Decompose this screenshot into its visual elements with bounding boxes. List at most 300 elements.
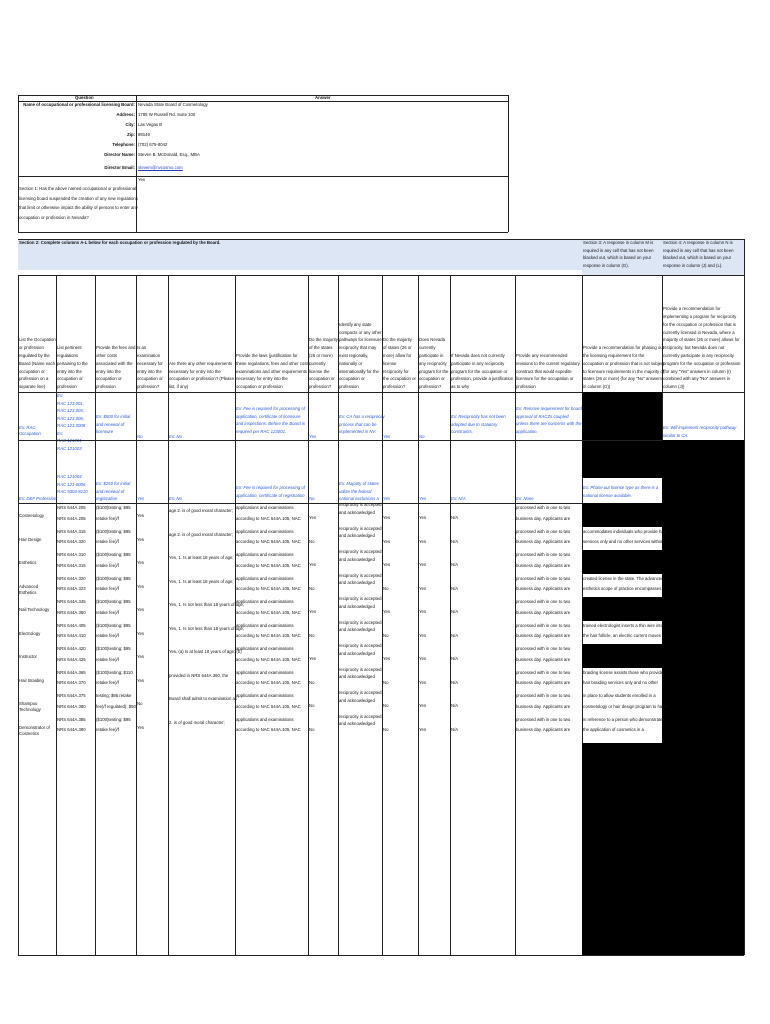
- majority-states: Yes: [309, 656, 317, 661]
- section3-note: blacked out, which is based on your: [583, 255, 652, 261]
- phase-out-text: esthetics scope of practice encompasses: [583, 586, 662, 591]
- majority-states: No: [309, 726, 315, 732]
- example-phase-out: Ex: Phase out license type as there is a: [583, 485, 659, 490]
- example-justification: constraints.: [451, 429, 473, 434]
- example-laws: Ex: Fee is required for processing of: [236, 485, 306, 490]
- compacts-text: reciprocity is accepted: [339, 690, 382, 695]
- regulation-ref: NRS 644A.310: [57, 552, 86, 557]
- blacked-out-cell: [582, 743, 662, 955]
- phase-out-text: the hair follicle, an electric current moves: [583, 633, 661, 638]
- column-header-c: Provide the fees and: [96, 345, 136, 351]
- nevada-participates: Yes: [419, 632, 427, 638]
- compacts-text: and acknowledged: [339, 674, 375, 679]
- regulation-ref: NRS 644A.315: [57, 528, 86, 534]
- reciprocity-majority: Yes: [383, 656, 391, 661]
- example-fees: and renewal of: [96, 421, 125, 427]
- exam-required: Yes: [137, 677, 145, 683]
- fee-text: ($100)testing; $95: [96, 575, 131, 581]
- regulation-ref: NRS 644A.205: [57, 515, 86, 521]
- example-fees: registration: [96, 496, 118, 501]
- reciprocity-majority: No: [383, 632, 389, 638]
- example-laws: application, certificate of registration: [236, 492, 305, 498]
- grid-line: [18, 176, 508, 177]
- column-header-g: currently: [309, 360, 326, 366]
- phase-out-text: trained electrologist inserts a thin wire into: [583, 622, 664, 628]
- question-label: Director Name:: [104, 152, 135, 157]
- laws-text: applications and examinations: [236, 552, 294, 557]
- laws-text: applications and examinations: [236, 599, 294, 604]
- column-header-k: profession, provide a justification: [451, 376, 514, 382]
- column-header-b: regulations: [57, 353, 79, 358]
- example-recommendation: unless there are concerns with the: [516, 421, 582, 426]
- example-compacts: Ex: Majority of states: [339, 481, 379, 486]
- section1-question: that limit or otherwise impact the ability of persons to enter any: [19, 205, 138, 210]
- justification-text: N/A: [451, 656, 459, 661]
- column-header-e: list, if any): [169, 384, 189, 390]
- column-header-j: profession?: [419, 384, 442, 390]
- exam-required: Yes: [137, 630, 145, 636]
- example-compacts: process that can be: [339, 421, 377, 427]
- recommendation-text: business day. Applicants are: [516, 609, 571, 615]
- column-header-e: Are there any other requirements: [169, 360, 233, 366]
- section3-note: required in any cell that has not been: [583, 247, 654, 253]
- example-justification: Ex: N/A: [451, 496, 466, 501]
- occupation-name: Electrology: [19, 630, 41, 636]
- recommendation-text: business day. Applicants are: [516, 562, 571, 568]
- fee-text: retake fee)/f: [96, 539, 119, 544]
- phase-out-text: accommodates individuals who provide hair: [583, 528, 667, 534]
- reciprocity-majority: Yes: [383, 515, 391, 520]
- phase-out-text: braiding license assists those who provide: [583, 669, 664, 675]
- fee-text: fee)/f regulated); $50: [96, 703, 136, 709]
- column-header-l: revisions to the current regulatory: [516, 360, 580, 366]
- reciprocity-majority: No: [383, 703, 389, 708]
- example-fees: Ex: $250 for initial: [96, 481, 131, 486]
- column-header-k: participate in any reciprocity: [451, 360, 505, 366]
- compacts-text: and acknowledged: [339, 533, 375, 538]
- laws-text: according to NAC 644A.105, NAC: [236, 586, 301, 591]
- recommendation-text: processed with in one to two: [516, 669, 571, 675]
- exam-required: Yes: [137, 513, 145, 518]
- regulation-ref: NRS 644A.420: [57, 646, 86, 651]
- compacts-text: reciprocity is accepted: [339, 596, 382, 601]
- requirements-text: Yes, 1. Is not less than 18 years of age;: [169, 625, 245, 631]
- example-phase-out: national license available.: [583, 492, 632, 498]
- example-laws: and inspections. Before the Board is: [236, 421, 306, 426]
- section4-note: response in column (J) and (L).: [663, 262, 723, 268]
- example-reciprocity-plan: similar to CA.: [663, 432, 689, 438]
- column-header-b: List pertinent: [57, 345, 82, 351]
- section4-note: required in any cell that has not been: [663, 247, 734, 253]
- compacts-text: reciprocity is accepted: [339, 549, 382, 554]
- example-justification: adopted due to statutory: [451, 421, 498, 427]
- column-header-k: If Nevada does not currently: [451, 353, 505, 358]
- column-header-c: other costs: [96, 353, 118, 358]
- grid-line: [18, 275, 19, 955]
- fee-text: ($100)testing; $95: [96, 505, 131, 510]
- regulation-ref: NRS 644A.370: [57, 680, 86, 685]
- recommendation-text: processed with in one to two: [516, 622, 571, 628]
- recommendation-text: processed with in one to two: [516, 528, 571, 534]
- grid-line: [744, 239, 745, 955]
- recommendation-text: business day. Applicants are: [516, 633, 571, 638]
- requirements-text: Yes, 1. Is at least 18 years of age;: [169, 578, 234, 584]
- laws-text: applications and examinations: [236, 505, 294, 510]
- compacts-text: reciprocity is accepted: [339, 525, 382, 531]
- grid-line: [18, 95, 19, 232]
- grid-line: [136, 275, 137, 955]
- recommendation-text: processed with in one to two: [516, 693, 571, 698]
- majority-states: Yes: [309, 609, 317, 614]
- laws-text: applications and examinations: [236, 575, 294, 581]
- nevada-participates: Yes: [419, 538, 427, 544]
- column-header-m: the licensing requirement for the: [583, 353, 645, 358]
- column-header-c: associated with the: [96, 360, 133, 366]
- column-header-i: license: [383, 360, 397, 366]
- director-email-link[interactable]: stevem@nvcosmo.com: [138, 165, 183, 170]
- regulation-ref: NRS 644A.405: [57, 622, 86, 628]
- example-laws: Ex: Fee is required for processing of: [236, 406, 306, 411]
- column-header-m: states (26 or more) (for any "No" answers: [583, 376, 662, 382]
- example-regulations: Ex:: [57, 430, 64, 436]
- column-header-l: profession: [516, 384, 536, 390]
- column-header-h: Identify any state: [339, 321, 372, 327]
- column-header-h: compacts or any other: [339, 329, 382, 335]
- laws-text: applications and examinations: [236, 528, 294, 534]
- column-header-j: occupation or: [419, 376, 445, 382]
- column-header-i: more) allow for: [383, 353, 412, 358]
- justification-text: N/A: [451, 515, 459, 520]
- reciprocity-majority: Yes: [383, 609, 391, 614]
- column-header-b: entry into the: [57, 368, 82, 374]
- fee-text: retake fee)/f: [96, 609, 119, 615]
- exam-required: Yes: [137, 607, 145, 612]
- column-header-n: currently participate in any reciprocity: [663, 353, 734, 358]
- column-header-g: occupation or: [309, 376, 335, 382]
- column-header-a: Board (Name each: [19, 360, 56, 366]
- occupation-name: Demonstrator of Cosmetics: [19, 724, 50, 736]
- recommendation-text: business day. Applicants are: [516, 703, 571, 709]
- example-exam: No: [137, 434, 143, 439]
- grid-line: [450, 275, 451, 955]
- example-regulations: RAC 121-0006: [57, 481, 86, 487]
- column-header-g: Do the majority: [309, 337, 338, 343]
- laws-text: according to NAC 644A.105, NAC: [236, 680, 301, 685]
- column-header-f: these regulations, fees and other costs,: [236, 360, 312, 366]
- regulation-ref: NRS 644A.315: [57, 562, 86, 568]
- regulation-ref: NRS 644A.410: [57, 633, 86, 638]
- grid-line: [18, 440, 662, 441]
- exam-required: Yes: [137, 654, 145, 659]
- fee-text: ($100)testing; $110: [96, 669, 133, 675]
- occupation-name: Shampoo Technology: [19, 701, 41, 712]
- column-header-i: profession?: [383, 384, 406, 390]
- laws-text: applications and examinations: [236, 646, 294, 651]
- section1-question: Section 1: Has the above named occupational or professional: [19, 186, 137, 191]
- occupation-name: Nail Technology: [19, 607, 50, 612]
- phase-out-text: in reference to a person who demonstrates: [583, 716, 665, 722]
- fee-text: testing; $95 retake: [96, 693, 132, 698]
- example-reciprocity-plan: Ex: Will implement reciprocity pathway: [663, 425, 737, 430]
- question-label: City:: [125, 122, 135, 127]
- column-header-l: Provide any recommended: [516, 353, 568, 358]
- column-header-m: to licensure requirements in the majority of: [583, 368, 664, 374]
- column-header-l: licensure for the occupation or: [516, 376, 574, 382]
- column-header-e: occupation or profession? (Please: [169, 376, 234, 382]
- grid-line: [382, 275, 383, 955]
- justification-text: N/A: [451, 562, 459, 567]
- requirements-text: age 2. is of good moral character;: [169, 531, 234, 537]
- fee-text: retake fee)/f: [96, 562, 119, 568]
- grid-line: [508, 95, 509, 232]
- example-reciprocity: Yes: [383, 496, 391, 501]
- fee-text: ($100)testing; $95: [96, 528, 131, 534]
- fee-text: retake fee)/f: [96, 515, 119, 521]
- example-compacts: utilize the federal: [339, 488, 372, 494]
- compacts-text: and acknowledged: [339, 509, 375, 515]
- laws-text: according to NAC 644A.105, NAC: [236, 562, 301, 568]
- justification-text: N/A: [451, 726, 459, 732]
- fee-text: retake fee)/f: [96, 633, 119, 638]
- compacts-text: and acknowledged: [339, 556, 375, 562]
- example-regulations: RAC 123.006,: [57, 415, 84, 421]
- recommendation-text: processed with in one to two: [516, 552, 571, 557]
- fee-text: retake fee)/f: [96, 727, 119, 732]
- section4-note: Section 4: A response in column N is: [663, 240, 733, 245]
- grid-line: [168, 275, 169, 955]
- column-header-f: occupation or profession: [236, 384, 283, 390]
- phase-out-text: created license in the state. The advanced: [583, 575, 664, 581]
- recommendation-text: business day. Applicants are: [516, 539, 571, 544]
- fee-text: ($100)testing; $95: [96, 646, 131, 651]
- majority-states: Yes: [309, 515, 317, 520]
- reciprocity-majority: Yes: [383, 538, 391, 544]
- laws-text: applications and examinations: [236, 693, 294, 698]
- column-header-e: necessary for entry into the: [169, 368, 221, 374]
- recommendation-text: business day. Applicants are: [516, 586, 571, 591]
- recommendation-text: processed with in one to two: [516, 599, 571, 604]
- compacts-text: and acknowledged: [339, 721, 375, 726]
- question-label: Telephone:: [112, 142, 135, 147]
- column-header-d: Is an: [137, 345, 147, 351]
- column-header-n: currently licensed in Nevada, where a: [663, 329, 735, 335]
- laws-text: according to NAC 644A.105, NAC: [236, 539, 301, 544]
- exam-required: Yes: [137, 560, 145, 565]
- column-header-i: reciprocity for: [383, 368, 409, 374]
- section1-answer: Yes: [138, 177, 146, 182]
- column-header-a: separate line): [19, 384, 46, 390]
- column-header-n: Provide a recommendation for: [663, 306, 721, 312]
- example-recommendation: application.: [516, 428, 538, 434]
- regulation-ref: NRS 644A.320: [57, 539, 86, 544]
- nevada-participates: Yes: [419, 703, 427, 708]
- example-regulations: RAC 9304-8110: [57, 489, 88, 494]
- blacked-out-cell: [582, 503, 662, 527]
- occupation-name: Esthetics: [19, 560, 37, 565]
- regulation-ref: NRS 644A.320: [57, 575, 86, 581]
- compacts-text: reciprocity is accepted: [339, 713, 382, 719]
- blacked-out-cell: [582, 392, 662, 478]
- fee-text: retake fee)/f: [96, 680, 119, 685]
- requirements-text: 2. is of good moral character;: [169, 719, 225, 725]
- exam-required: Yes: [137, 536, 145, 542]
- column-header-k: as to why: [451, 384, 470, 390]
- recommendation-text: business day. Applicants are: [516, 727, 571, 732]
- regulation-ref: NRS 644A.323: [57, 586, 86, 591]
- majority-states: No: [309, 585, 315, 591]
- column-header-c: profession: [96, 384, 116, 390]
- section4-note: blacked out, which is based on your: [663, 255, 732, 261]
- laws-text: according to NAC 644A.105, NAC: [236, 515, 301, 521]
- example-nv: Yes: [419, 496, 427, 501]
- majority-states: No: [309, 538, 315, 544]
- recommendation-text: processed with in one to two: [516, 575, 571, 581]
- regulation-ref: NRS 644A.365: [57, 669, 86, 675]
- requirements-text: Yes, 1. Is at least 18 years of age;: [169, 555, 234, 560]
- occupation-name: Cosmetology: [19, 513, 45, 518]
- grid-line: [418, 275, 419, 955]
- example-laws: required per RAC 123001.: [236, 428, 287, 434]
- occupation-name: Hair Braiding: [19, 677, 44, 683]
- occupation-name: Hair Design: [19, 536, 42, 542]
- phase-out-text: cosmetology or hair design program to have: [583, 703, 667, 709]
- blacked-out-cell: [582, 644, 662, 668]
- occupation-name: Instructor: [19, 654, 37, 659]
- section2-title: Section 2: Complete columns A-L below for each occupation or profession regulated by the Board.: [19, 240, 221, 245]
- justification-text: N/A: [451, 679, 459, 685]
- example-compacts: Ex: CA has a reciprocity: [339, 414, 385, 419]
- column-header-d: examination: [137, 353, 161, 358]
- justification-text: N/A: [451, 538, 459, 544]
- answer-value: (702) 675-8042: [138, 142, 168, 147]
- exam-required: Yes: [137, 724, 145, 730]
- section1-question: occupation or profession in Nevada?: [19, 214, 89, 220]
- example-regulations: RAC 121001: [57, 438, 82, 443]
- column-header-h: profession: [339, 384, 359, 390]
- recommendation-text: business day. Applicants are: [516, 515, 571, 521]
- compacts-text: reciprocity is accepted: [339, 502, 382, 507]
- compacts-text: reciprocity is accepted: [339, 643, 382, 648]
- example-majority: No: [309, 496, 315, 501]
- laws-text: according to NAC 644A.105, NAC: [236, 703, 301, 709]
- answer-value: Steven B. McDonald, Esq., MBA: [138, 152, 200, 157]
- column-header-c: entry into the: [96, 368, 121, 374]
- column-header-f: examinations and other requirements: [236, 368, 307, 374]
- example-fees: licensure: [96, 429, 114, 434]
- column-header-n: for the occupation or profession that is: [663, 321, 736, 327]
- question-label: Address:: [116, 112, 135, 117]
- regulation-ref: NRS 644A.345: [57, 599, 86, 604]
- column-header-h: internationally for the: [339, 368, 379, 374]
- phase-out-text: in place to allow students enrolled in a: [583, 693, 656, 698]
- compacts-text: and acknowledged: [339, 580, 375, 585]
- laws-text: according to NAC 644A.105, NAC: [236, 727, 301, 732]
- answer-header: Answer: [315, 95, 331, 100]
- column-header-m: occupation or profession that is not subject: [583, 360, 665, 366]
- column-header-h: exist regionally,: [339, 353, 369, 358]
- column-header-d: entry into the: [137, 368, 162, 374]
- column-header-n: (for any "Yes" answers in column (I): [663, 368, 731, 374]
- column-header-d: occupation or: [137, 376, 163, 382]
- column-header-j: currently: [419, 345, 436, 351]
- answer-value: 89149: [138, 132, 150, 137]
- example-occupation: Ex: RAC Occupation: [19, 425, 41, 436]
- fee-text: ($100)testing; $95: [96, 716, 131, 722]
- laws-text: applications and examinations: [236, 716, 294, 722]
- fee-text: ($100)testing; $95: [96, 552, 131, 557]
- recommendation-text: processed with in one to two: [516, 646, 571, 651]
- blacked-out-column: [662, 440, 744, 955]
- recommendation-text: business day. Applicants are: [516, 656, 571, 662]
- example-regulations: RAC 121003: [57, 445, 82, 451]
- regulation-ref: NRS 644A.350: [57, 609, 86, 615]
- column-header-d: necessary for: [137, 360, 163, 366]
- compacts-text: reciprocity is accepted: [339, 572, 382, 578]
- nevada-participates: Yes: [419, 515, 427, 520]
- majority-states: No: [309, 632, 315, 638]
- justification-text: N/A: [451, 632, 459, 638]
- column-header-n: program for the occupation or profession: [663, 360, 741, 366]
- compacts-text: and acknowledged: [339, 650, 375, 656]
- recommendation-text: processed with in one to two: [516, 716, 571, 722]
- regulation-ref: NRS 644A.380: [57, 703, 86, 709]
- exam-required: No: [137, 701, 143, 706]
- exam-required: Yes: [137, 583, 145, 589]
- phase-out-text: services only and no other services within: [583, 539, 663, 544]
- nevada-participates: Yes: [419, 656, 427, 661]
- column-header-h: occupation or: [339, 376, 365, 382]
- column-header-k: program for the occupation or: [451, 368, 508, 374]
- grid-line: [18, 232, 508, 233]
- reciprocity-majority: No: [383, 585, 389, 591]
- column-header-m: Provide a recommendation for phasing out: [583, 345, 664, 351]
- regulation-ref: NRS 644A.375: [57, 693, 86, 698]
- nevada-participates: Yes: [419, 679, 427, 685]
- fee-text: retake fee)/f: [96, 586, 119, 591]
- question-label: Zip:: [127, 132, 135, 137]
- compacts-text: reciprocity is accepted: [339, 619, 382, 625]
- example-recommendation: approval of RACZs coupled: [516, 413, 569, 419]
- column-header-h: nationally or: [339, 360, 363, 366]
- example-laws: application, certificate of licensure: [236, 413, 301, 419]
- column-header-b: profession: [57, 384, 77, 390]
- requirements-text: age 2. is of good moral character;: [169, 508, 234, 513]
- column-header-c: occupation or: [96, 376, 122, 382]
- requirements-text: provided in NRS 644A.360, the: [169, 672, 229, 678]
- column-header-f: necessary for entry into the: [236, 376, 288, 382]
- column-header-i: the occupation or: [383, 376, 416, 382]
- compacts-text: reciprocity is accepted: [339, 666, 382, 672]
- example-regulations: RAC 123.001,: [57, 400, 84, 406]
- question-header: Question: [75, 95, 94, 100]
- example-nv: No: [419, 434, 425, 439]
- reciprocity-majority: No: [383, 726, 389, 732]
- recommendation-text: processed with in one to two: [516, 505, 571, 510]
- example-fees: Ex: $500 for initial: [96, 414, 131, 419]
- column-header-b: pertaining to the: [57, 360, 88, 366]
- answer-value: Las Vegas B: [138, 122, 163, 127]
- compacts-text: and acknowledged: [339, 603, 375, 609]
- laws-text: according to NAC 644A.105, NAC: [236, 633, 301, 638]
- example-majority: Yes: [309, 434, 317, 439]
- column-header-g: license the: [309, 368, 330, 374]
- fee-text: ($100)testing; $95: [96, 599, 131, 604]
- column-header-i: Do the majority: [383, 337, 412, 343]
- column-header-j: participate in: [419, 353, 444, 358]
- nevada-participates: Yes: [419, 585, 427, 591]
- column-header-g: profession?: [309, 384, 332, 390]
- grid-line: [136, 95, 137, 232]
